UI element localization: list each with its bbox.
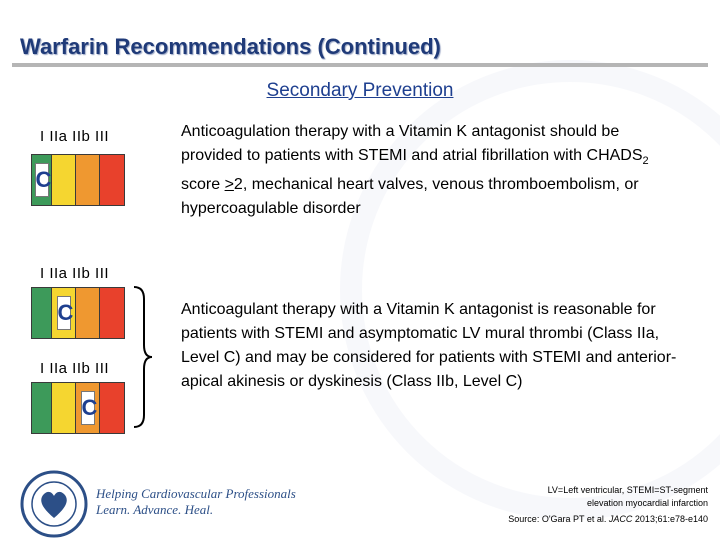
class-iii-segment xyxy=(100,288,124,338)
acc-logo-icon xyxy=(20,470,88,538)
class-iib-segment xyxy=(76,155,100,205)
class-i-segment xyxy=(32,288,52,338)
section-subtitle: Secondary Prevention xyxy=(266,80,454,101)
class-iib-segment xyxy=(76,288,100,338)
class-iia-segment xyxy=(52,155,76,205)
tagline: Helping Cardiovascular Professionals Learn. Advance. Heal. xyxy=(96,486,296,517)
recommendation-text-1: Anticoagulation therapy with a Vitamin K antagonist should be provided to patients with STEMI and atrial fibrillation with $CHADS_2$ score >2, mechanical heart valves, venous thromboembolism, or hypercoagulable disorder xyxy=(181,123,649,218)
page-title: Warfarin Recommendations (Continued) xyxy=(20,34,441,59)
level-of-evidence-badge: C xyxy=(35,163,49,197)
class-iii-segment xyxy=(100,383,124,433)
class-i-segment xyxy=(32,155,52,205)
class-i-segment xyxy=(32,383,52,433)
class-iib-segment xyxy=(76,383,100,433)
class-of-recommendation-bar xyxy=(31,382,125,434)
class-scale-label: I IIa IIb III xyxy=(40,128,110,145)
class-scale-label: I IIa IIb III xyxy=(40,360,110,377)
title-divider xyxy=(12,63,708,67)
class-of-recommendation-bar xyxy=(31,154,125,206)
recommendation-text-2: Anticoagulant therapy with a Vitamin K antagonist is reasonable for patients with STEMI and asymptomatic LV mural thrombi (Class IIa, Level C) and may be considered for patients with STEMI and anterior-apical akinesis or dyskinesis (Class IIb, Level C) xyxy=(181,301,677,390)
curly-brace-icon xyxy=(132,285,154,430)
class-of-recommendation-bar xyxy=(31,287,125,339)
abbreviations-footnote: LV=Left ventricular, STEMI=ST-segment elevation myocardial infarction xyxy=(547,485,708,508)
level-of-evidence-badge: C xyxy=(81,391,95,425)
source-citation: Source: O'Gara PT et al. JACC 2013;61:e78-e140 xyxy=(508,514,708,524)
class-scale-label: I IIa IIb III xyxy=(40,265,110,282)
level-of-evidence-badge: C xyxy=(57,296,71,330)
class-iii-segment xyxy=(100,155,124,205)
class-iia-segment xyxy=(52,383,76,433)
class-iia-segment xyxy=(52,288,76,338)
